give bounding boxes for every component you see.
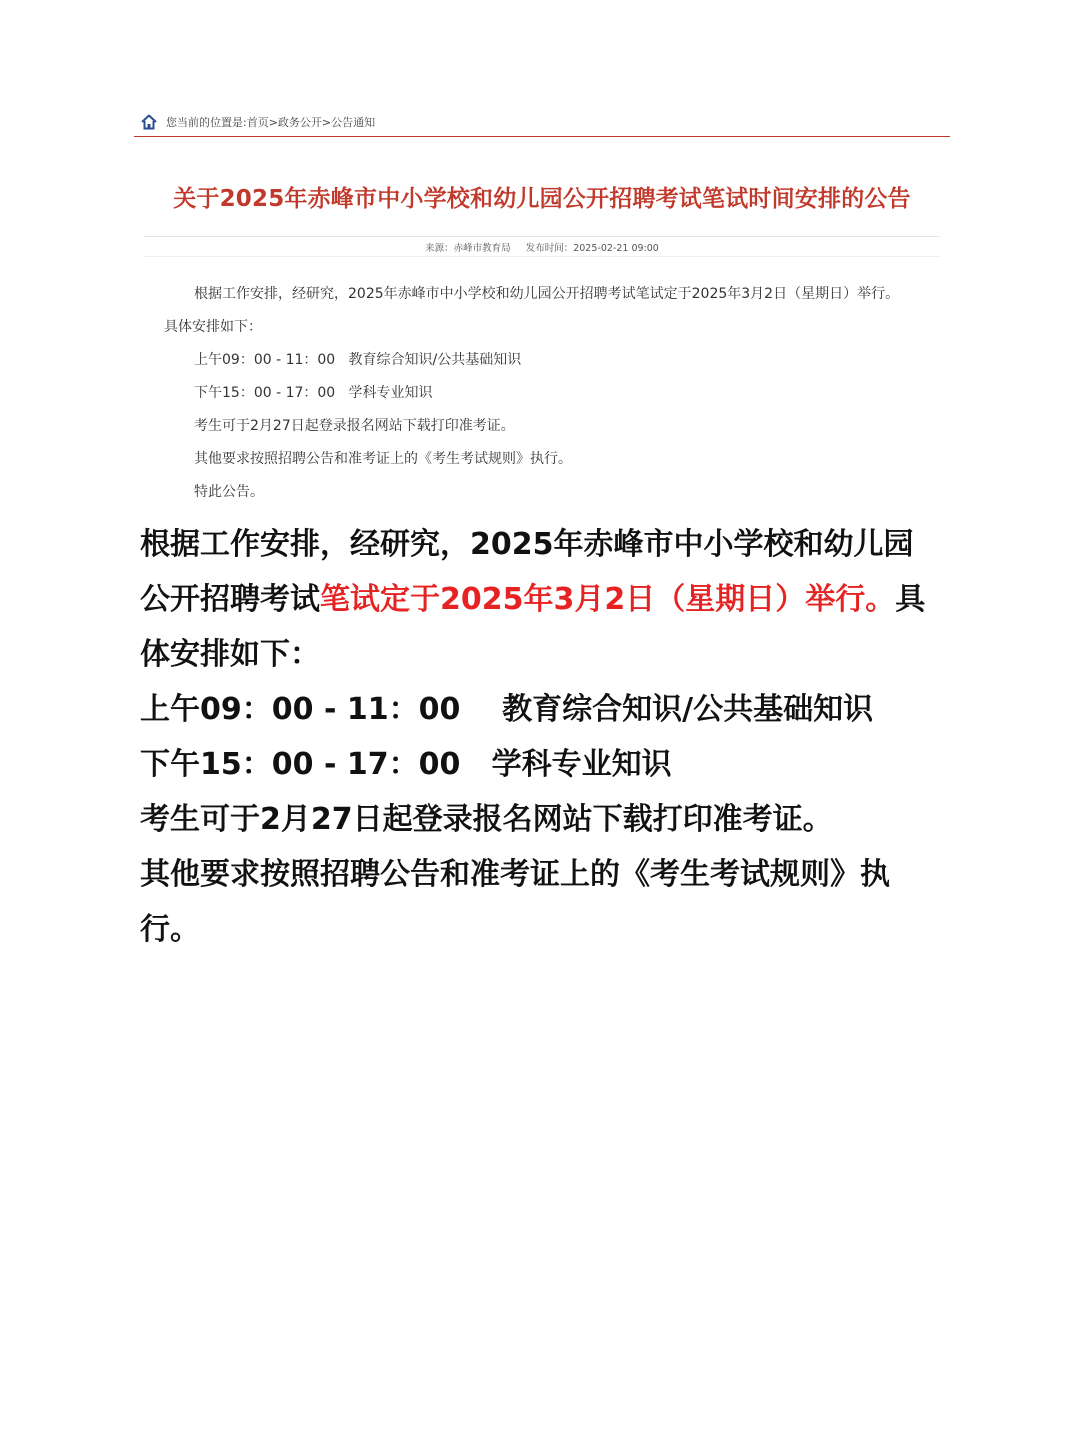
article-meta (144, 240, 940, 254)
article-source: 来源：赤峰市教育局 (425, 243, 511, 254)
breadcrumb-divider (134, 136, 950, 137)
article-publish-time: 发布时间：2025-02-21 09:00 (525, 243, 659, 254)
summary-intro-highlight: 笔试定于2025年3月2日（星期日）举行。 (320, 582, 896, 617)
article-ticket-notice: 考生可于2月27日起登录报名网站下载打印准考证。 (194, 418, 515, 434)
meta-divider-bottom (144, 256, 940, 257)
summary-intro-a: 根据工作安排，经研究，2025年赤峰市中小学校和幼儿园公开招聘考试 (140, 527, 914, 617)
article-closing: 特此公告。 (194, 484, 264, 500)
summary-text (140, 517, 940, 957)
summary-schedule-pm: 下午15：00 - 17：00 学科专业知识 (140, 747, 672, 782)
article-rules-notice: 其他要求按照招聘公告和准考证上的《考生考试规则》执行。 (194, 451, 572, 467)
article-schedule-am: 上午09：00 - 11：00 教育综合知识/公共基础知识 (194, 352, 522, 368)
summary-intro (140, 517, 940, 682)
summary-ticket-notice: 考生可于2月27日起登录报名网站下载打印准考证。 (140, 802, 833, 837)
article-body (164, 278, 908, 509)
article-schedule-pm: 下午15：00 - 17：00 学科专业知识 (194, 385, 433, 401)
summary-schedule-am: 上午09：00 - 11：00 教育综合知识/公共基础知识 (140, 692, 874, 727)
meta-divider-top (144, 236, 940, 237)
breadcrumb (140, 113, 375, 131)
breadcrumb-text[interactable]: 您当前的位置是:首页>政务公开>公告通知 (166, 116, 376, 129)
article-intro: 根据工作安排，经研究，2025年赤峰市中小学校和幼儿园公开招聘考试笔试定于2025年3月2日（星期日）举行。具体安排如下： (164, 286, 900, 335)
article-title: 关于2025年赤峰市中小学校和幼儿园公开招聘考试笔试时间安排的公告 (173, 186, 911, 212)
summary-rules-notice: 其他要求按照招聘公告和准考证上的《考生考试规则》执行。 (140, 857, 890, 947)
summary-intro-b: 具体安排如下： (140, 582, 926, 672)
home-icon[interactable] (140, 113, 158, 131)
